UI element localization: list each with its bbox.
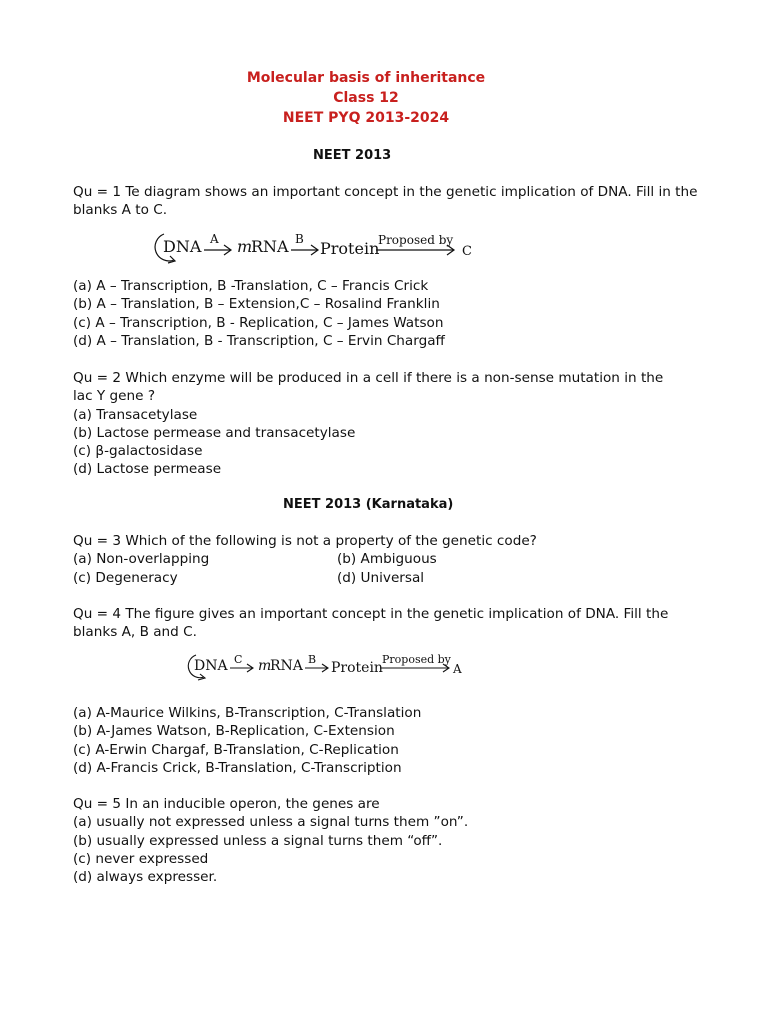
option-d: (d) Lactose permease [73,461,222,478]
svg-text:m: m [258,658,272,674]
option-d: (d) A-Francis Crick, B-Translation, C-Transcription [73,759,402,776]
diagram-label: A [210,232,219,246]
option-a: (a) Non-overlapping [73,551,210,568]
title-subject: Molecular basis of inheritance [246,70,486,86]
option-a: (a) usually not expressed unless a signal turns them ”on”. [73,814,469,831]
document-title-block [0,68,732,128]
question-4 [73,605,693,642]
diagram-protein-label: Protein [331,660,383,676]
question-1-options [73,277,693,350]
diagram-label: B [308,653,317,666]
option-d: (d) Universal [337,569,425,586]
option-d: (d) always expresser. [73,869,218,886]
question-5 [73,795,693,886]
option-b: (b) A-James Watson, B-Replication, C-Extension [73,723,395,740]
option-b: (b) Lactose permease and transacetylase [73,424,356,441]
option-c: (c) A – Transcription, B - Replication, C – James Watson [73,314,444,331]
option-a: (a) A-Maurice Wilkins, B-Transcription, C-Translation [73,705,422,721]
central-dogma-diagram-2 [180,648,470,690]
option-c: (c) A-Erwin Chargaf, B-Translation, C-Replication [73,741,399,758]
question-stem: Qu = 4 The figure gives an important concept in the genetic implication of DNA. Fill the [73,606,669,622]
diagram-label: A [453,662,462,676]
svg-text:m: m [237,237,253,256]
diagram-label: B [295,232,304,246]
question-1 [73,183,698,220]
question-stem: Qu = 2 Which enzyme will be produced in a cell if there is a non-sense mutation in the [73,370,664,386]
central-dogma-diagram-1 [146,226,486,276]
option-c: (c) β-galactosidase [73,443,203,460]
option-a: (a) Transacetylase [73,406,198,423]
title-exam: NEET PYQ 2013-2024 [282,110,450,126]
section-heading-neet-2013: NEET 2013 [313,148,392,163]
question-2 [73,369,693,479]
diagram-proposed-label: Proposed by [378,233,454,247]
question-3 [73,532,693,587]
option-a: (a) A – Transcription, B -Translation, C – Francis Crick [73,278,429,294]
question-stem: lac Y gene ? [73,388,156,405]
question-4-options [73,704,693,777]
question-stem: Qu = 5 In an inducible operon, the genes are [73,796,380,812]
option-b: (b) Ambiguous [337,551,437,568]
section-heading-neet-2013-karnataka: NEET 2013 (Karnataka) [283,497,454,512]
diagram-proposed-label: Proposed by [382,653,451,666]
question-stem: blanks A, B and C. [73,624,197,641]
option-b: (b) A – Translation, B – Extension,C – Rosalind Franklin [73,296,440,313]
option-c: (c) Degeneracy [73,569,178,586]
diagram-dna-label: DNA [163,237,202,256]
question-stem: blanks A to C. [73,202,168,219]
diagram-mrna-label: RNA [270,658,303,674]
diagram-protein-label: Protein [320,239,380,258]
diagram-label: C [234,653,243,666]
option-c: (c) never expressed [73,850,209,867]
diagram-mrna-label: RNA [251,237,289,256]
title-class: Class 12 [333,90,399,106]
question-stem: Qu = 3 Which of the following is not a property of the genetic code? [73,533,537,549]
option-b: (b) usually expressed unless a signal turns them “off”. [73,832,443,849]
option-d: (d) A – Translation, B - Transcription, C – Ervin Chargaff [73,332,445,349]
diagram-label: C [462,244,472,259]
question-stem: Qu = 1 Te diagram shows an important concept in the genetic implication of DNA. Fill in the [73,184,698,200]
diagram-dna-label: DNA [194,658,228,674]
